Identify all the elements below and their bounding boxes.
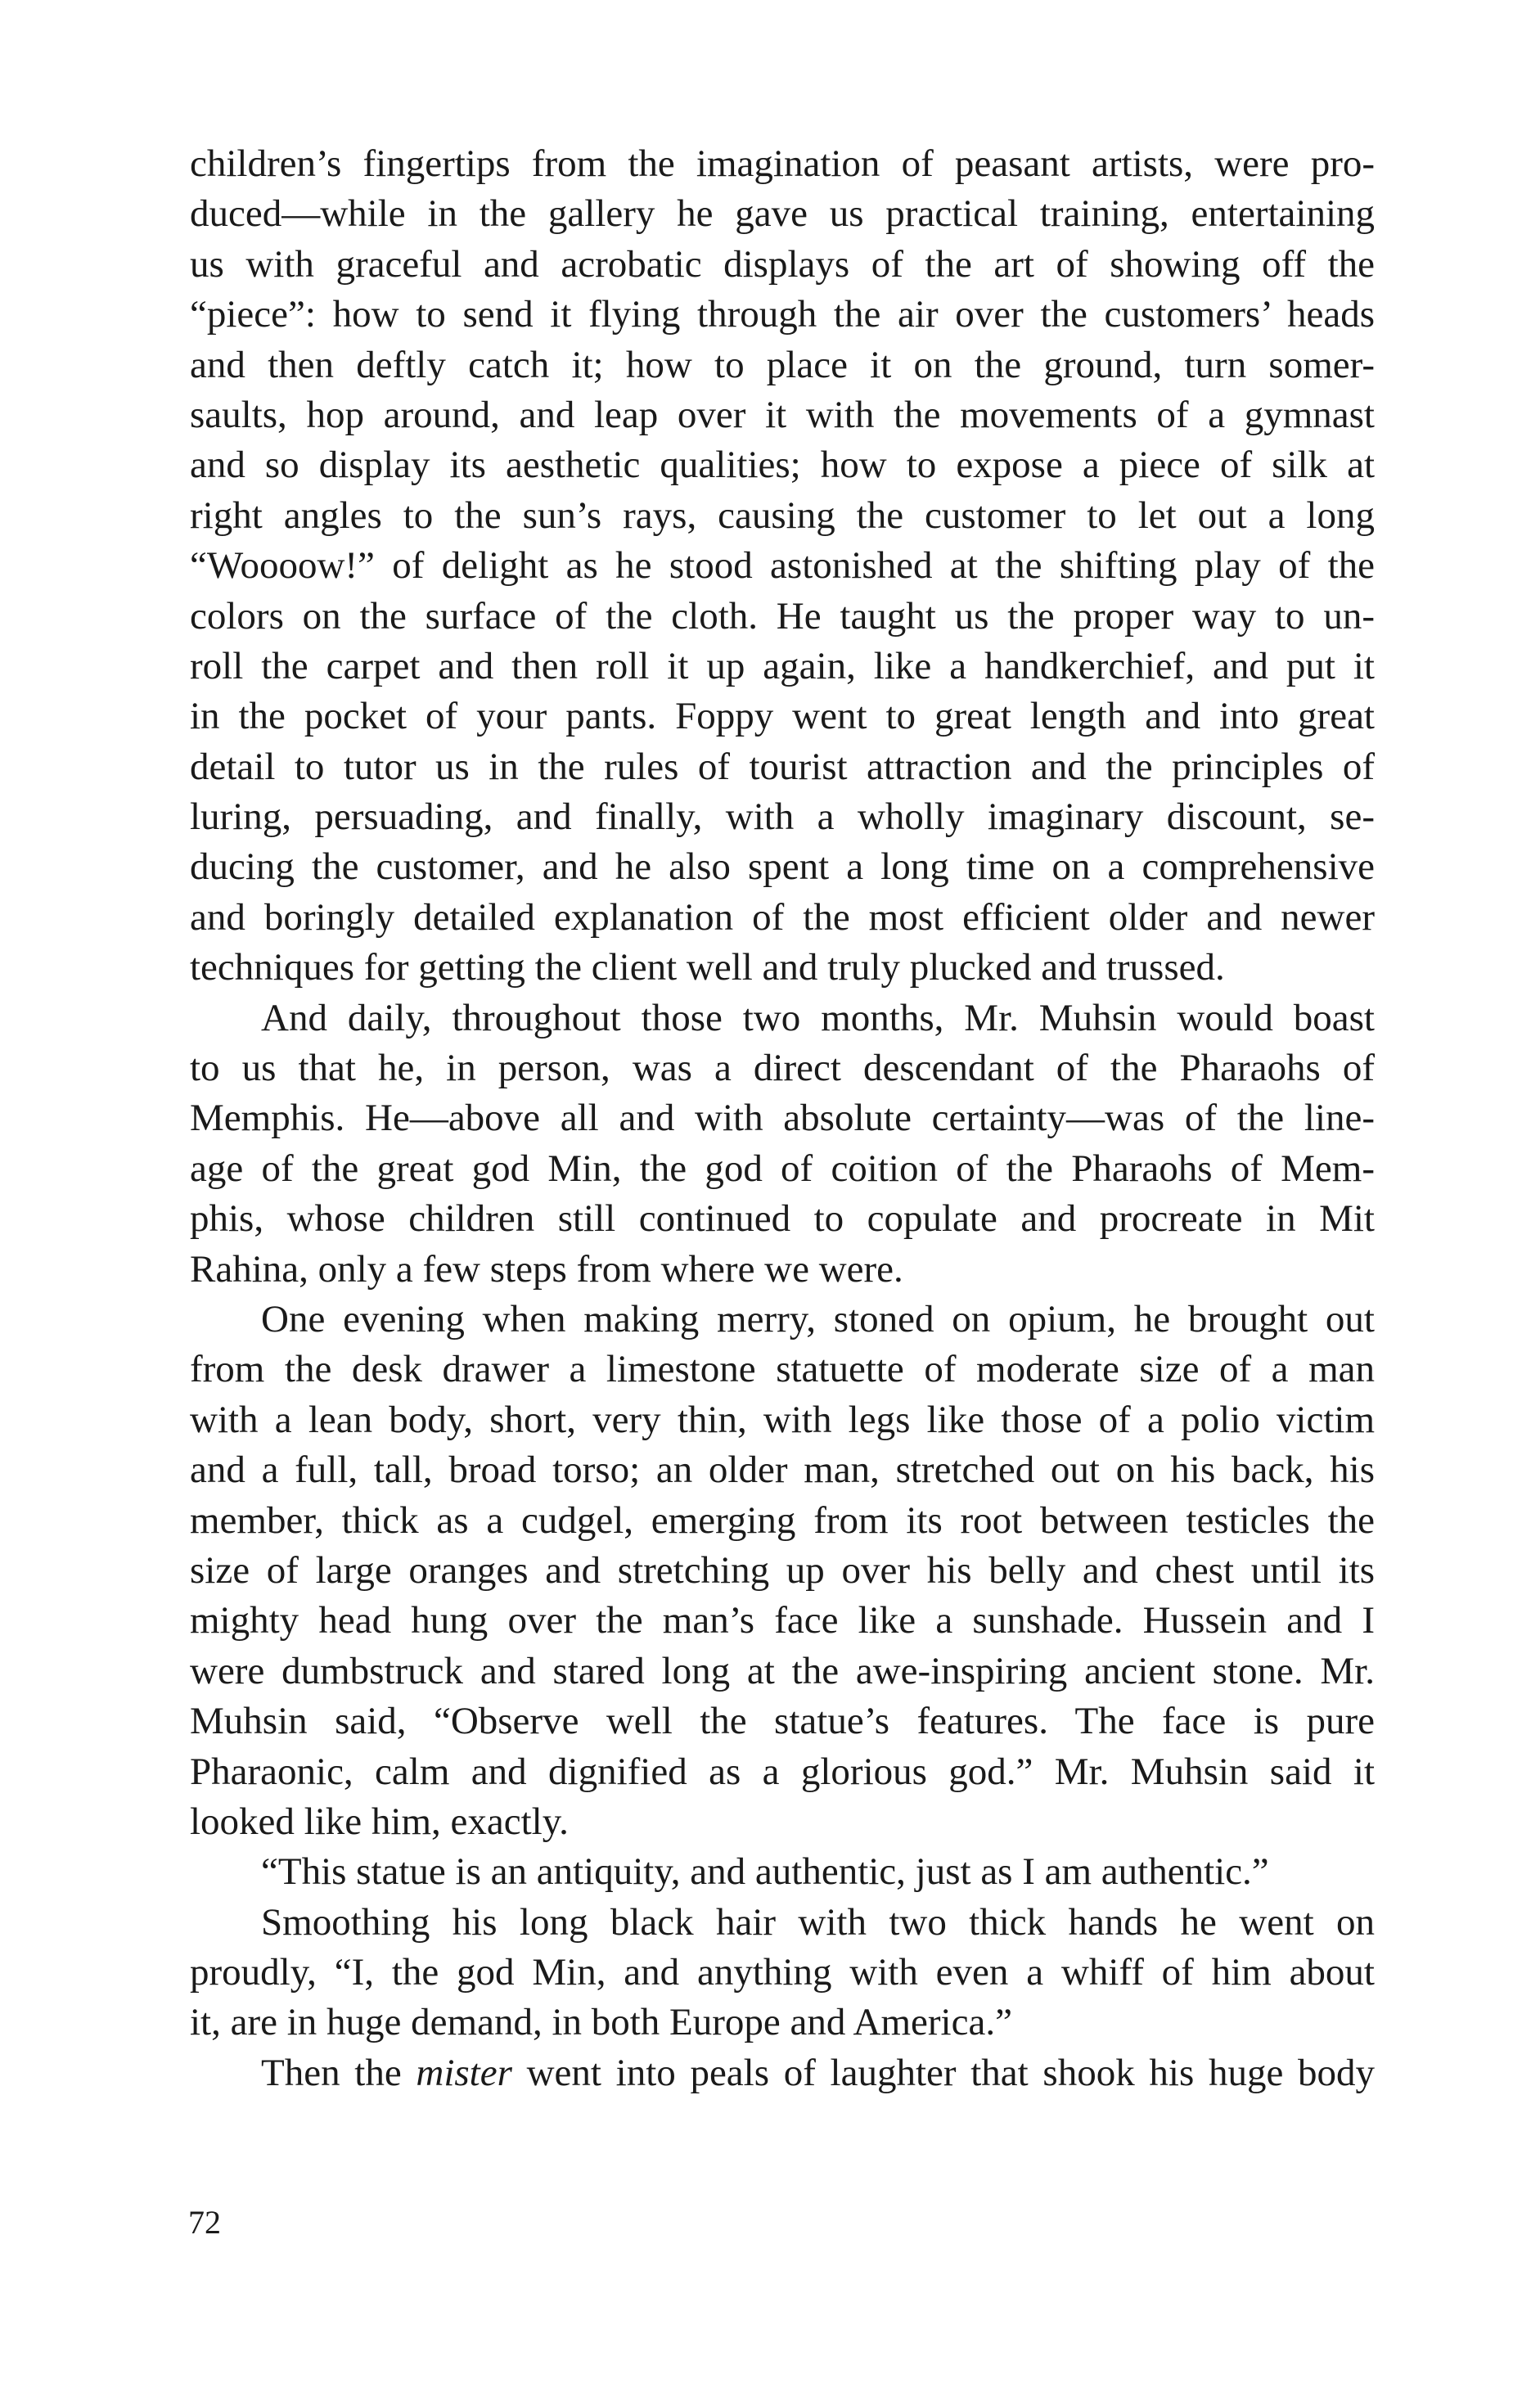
body-text (190, 139, 1375, 2098)
text-line: detail to tutor us in the rules of tourist attraction and the principles of (190, 745, 1375, 788)
paragraph-start-line: “This statue is an antiquity, and authentic, just as I am authentic.” (261, 1850, 1269, 1894)
text-line: age of the great god Min, the god of coition of the Pharaohs of Mem- (190, 1147, 1375, 1190)
text-line: with a lean body, short, very thin, with legs like those of a polio victim (190, 1398, 1375, 1441)
paragraph-start-line: Smoothing his long black hair with two thick hands he went on (261, 1900, 1375, 1944)
paragraph-start-line (190, 2048, 1375, 2098)
text-line: were dumbstruck and stared long at the awe-inspiring ancient stone. Mr. (190, 1649, 1375, 1692)
text-line: “Woooow!” of delight as he stood astonished at the shifting play of the (190, 544, 1375, 588)
text-line: roll the carpet and then roll it up again, like a handkerchief, and put it (190, 644, 1375, 687)
text-line: colors on the surface of the cloth. He taught us the proper way to un- (190, 594, 1375, 638)
text-line: luring, persuading, and finally, with a wholly imaginary discount, se- (190, 795, 1375, 839)
text-line: mighty head hung over the man’s face like a sunshade. Hussein and I (190, 1599, 1375, 1642)
page-number: 72 (188, 2204, 221, 2241)
text-line: from the desk drawer a limestone statuette of moderate size of a man (190, 1348, 1375, 1391)
text-line: and a full, tall, broad torso; an older man, stretched out on his back, his (190, 1449, 1375, 1492)
text-span: Then the (261, 2051, 417, 2094)
text-line: member, thick as a cudgel, emerging from its root between testicles the (190, 1498, 1375, 1542)
text-line: Muhsin said, “Observe well the statue’s features. The face is pure (190, 1700, 1375, 1743)
text-line: size of large oranges and stretching up over his belly and chest until its (190, 1548, 1375, 1592)
paragraph-start-line: One evening when making merry, stoned on opium, he brought out (261, 1297, 1375, 1340)
text-line: in the pocket of your pants. Foppy went to great length and into great (190, 695, 1375, 738)
text-line: saults, hop around, and leap over it with the movements of a gymnast (190, 393, 1375, 436)
text-line: phis, whose children still continued to copulate and procreate in Mit (190, 1197, 1375, 1241)
text-line: and then deftly catch it; how to place it on the ground, turn somer- (190, 343, 1375, 386)
text-line: looked like him, exactly. (190, 1800, 569, 1843)
text-span: went into peals of laughter that shook his huge body (511, 2051, 1375, 2094)
text-line: us with graceful and acrobatic displays of the art of showing off the (190, 242, 1375, 286)
text-line: techniques for getting the client well and truly plucked and trussed. (190, 946, 1225, 989)
text-line: “piece”: how to send it flying through the air over the customers’ heads (190, 293, 1375, 336)
text-line: right angles to the sun’s rays, causing the customer to let out a long (190, 493, 1375, 537)
italic-word: mister (416, 2051, 512, 2094)
text-line: Memphis. He—above all and with absolute certainty—was of the line- (190, 1097, 1375, 1140)
text-line: Pharaonic, calm and dignified as a glorious god.” Mr. Muhsin said it (190, 1750, 1375, 1793)
text-line: duced—while in the gallery he gave us practical training, entertaining (190, 192, 1375, 236)
text-line: to us that he, in person, was a direct descendant of the Pharaohs of (190, 1047, 1375, 1090)
text-line: and boringly detailed explanation of the most efficient older and newer (190, 895, 1375, 939)
text-line: children’s fingertips from the imagination of peasant artists, were pro- (190, 142, 1375, 185)
text-line: ducing the customer, and he also spent a long time on a comprehensive (190, 845, 1375, 889)
text-line: and so display its aesthetic qualities; how to expose a piece of silk at (190, 444, 1375, 487)
text-line: Rahina, only a few steps from where we were. (190, 1247, 903, 1291)
text-line: it, are in huge demand, in both Europe and America.” (190, 2001, 1012, 2044)
paragraph-start-line: And daily, throughout those two months, Mr. Muhsin would boast (261, 996, 1375, 1039)
text-line: proudly, “I, the god Min, and anything with even a whiff of him about (190, 1951, 1375, 1994)
